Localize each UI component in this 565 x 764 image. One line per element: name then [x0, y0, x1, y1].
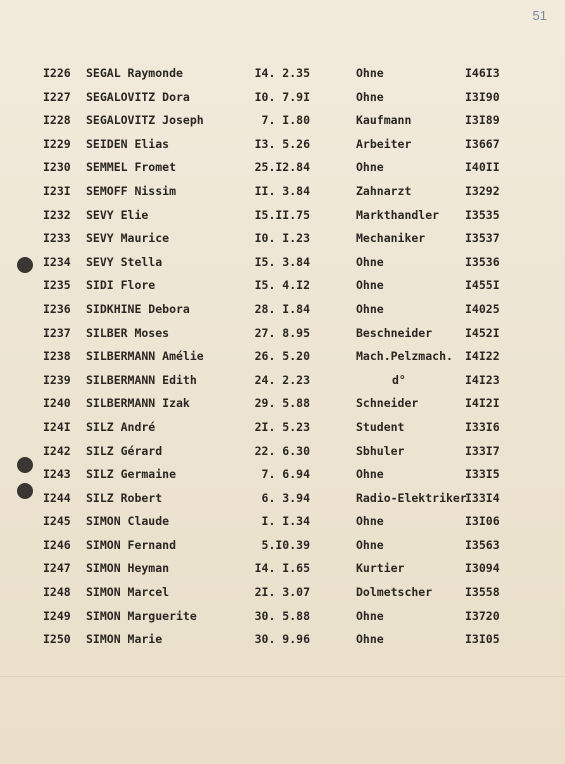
record-name: SEGAL Raymonde [86, 66, 183, 80]
record-occupation: Ohne [356, 254, 384, 269]
record-number: I242 [43, 443, 71, 458]
record-id: I3292 [465, 183, 500, 198]
record-number: I250 [43, 632, 71, 647]
list-item [0, 510, 565, 534]
record-id: I3667 [465, 136, 500, 151]
record-date: 28. I.84 [254, 301, 310, 316]
record-number: I247 [43, 561, 71, 576]
record-date: 30. 5.88 [254, 608, 310, 623]
record-occupation: Dolmetscher [356, 585, 433, 600]
record-date: I4. I.65 [254, 561, 310, 576]
page-number: 51 [532, 8, 547, 23]
list-item [0, 440, 565, 464]
record-number: I245 [43, 514, 71, 529]
record-name: SILZ Robert [86, 490, 163, 505]
list-item [0, 204, 565, 228]
list-item [0, 416, 565, 440]
record-occupation: Ohne [356, 301, 384, 316]
record-id: I33I7 [465, 443, 500, 458]
record-number: I228 [43, 113, 71, 128]
list-item [0, 156, 565, 180]
list-item [0, 322, 565, 346]
record-date: 27. 8.95 [254, 325, 310, 340]
record-name: SILBER Moses [86, 325, 170, 340]
record-id: I33I5 [465, 467, 500, 482]
record-list [0, 62, 565, 652]
record-name: SILZ Gérard [86, 443, 163, 458]
list-item [0, 463, 565, 487]
record-occupation: Kurtier [356, 561, 405, 576]
record-id: I4I23 [465, 372, 500, 387]
record-number: I243 [43, 467, 71, 482]
record-id: I4025 [465, 301, 500, 316]
record-number: I233 [43, 231, 71, 246]
record-number: I240 [43, 396, 71, 411]
record-date: 29. 5.88 [254, 396, 310, 411]
record-occupation: Zahnarzt [356, 183, 412, 198]
record-date: 7. 6.94 [261, 467, 310, 482]
record-id: I452I [465, 325, 500, 340]
record-occupation: Mach.Pelzmach. [356, 349, 453, 364]
record-id: I33I4 [465, 490, 500, 505]
record-name: SILZ Germaine [86, 467, 177, 482]
record-occupation: Radio-Elektriker [356, 490, 467, 505]
record-name: SILBERMANN Amélie [86, 349, 204, 364]
record-name: SIDI Flore [86, 278, 156, 293]
record-date: 30. 9.96 [254, 632, 310, 647]
record-number: I235 [43, 278, 71, 293]
record-occupation: Arbeiter [356, 136, 412, 151]
list-item [0, 180, 565, 204]
list-item [0, 109, 565, 133]
record-name: SILBERMANN Edith [86, 372, 197, 387]
record-name: SIMON Marguerite [86, 608, 197, 623]
record-date: I5. 4.I2 [254, 278, 310, 293]
record-occupation: Ohne [356, 514, 384, 529]
record-occupation: Ohne [356, 537, 384, 552]
record-id: I3720 [465, 608, 500, 623]
record-occupation: Sbhuler [356, 443, 405, 458]
record-name: SIMON Claude [86, 514, 170, 529]
record-number: I227 [43, 89, 71, 104]
record-id: I33I6 [465, 419, 500, 434]
record-number: I23I [43, 183, 71, 198]
record-name: SIMON Heyman [86, 561, 170, 576]
record-name: SEGALOVITZ Joseph [86, 113, 204, 128]
record-date: 2I. 5.23 [254, 419, 310, 434]
list-item [0, 628, 565, 652]
record-id: I455I [465, 278, 500, 293]
record-date: I5. 3.84 [254, 254, 310, 269]
record-id: I3535 [465, 207, 500, 222]
record-number: I244 [43, 490, 71, 505]
record-occupation: Ohne [356, 467, 384, 482]
list-item [0, 534, 565, 558]
record-date: I5.II.75 [254, 207, 310, 222]
record-id: I3563 [465, 537, 500, 552]
record-number: I230 [43, 160, 71, 175]
record-name: SEVY Maurice [86, 231, 170, 246]
record-name: SEGALOVITZ Dora [86, 89, 190, 104]
record-occupation: d° [392, 372, 406, 387]
record-date: 7. I.80 [261, 113, 310, 128]
record-number: I236 [43, 301, 71, 316]
record-id: I3I89 [465, 113, 500, 128]
record-name: SILZ André [86, 419, 156, 434]
record-occupation: Markthandler [356, 207, 440, 222]
record-occupation: Beschneider [356, 325, 433, 340]
record-date: 25.I2.84 [254, 160, 310, 175]
record-occupation: Ohne [356, 608, 384, 623]
list-item [0, 487, 565, 511]
record-occupation: Schneider [356, 396, 419, 411]
record-name: SIMON Marcel [86, 585, 170, 600]
record-number: I24I [43, 419, 71, 434]
record-name: SEVY Stella [86, 254, 163, 269]
record-number: I237 [43, 325, 71, 340]
record-date: 26. 5.20 [254, 349, 310, 364]
record-date: II. 3.84 [254, 183, 310, 198]
record-name: SILBERMANN Izak [86, 396, 190, 411]
record-date: 24. 2.23 [254, 372, 310, 387]
record-name: SEVY Elie [86, 207, 149, 222]
list-item [0, 369, 565, 393]
record-number: I248 [43, 585, 71, 600]
record-number: I246 [43, 537, 71, 552]
list-item [0, 298, 565, 322]
list-item [0, 62, 565, 86]
list-item [0, 345, 565, 369]
list-item [0, 557, 565, 581]
record-occupation: Ohne [356, 160, 384, 175]
list-item [0, 251, 565, 275]
list-item [0, 86, 565, 110]
record-number: I239 [43, 372, 71, 387]
record-id: I3I05 [465, 632, 500, 647]
record-date: I. I.34 [261, 514, 310, 529]
list-item [0, 227, 565, 251]
record-date: 2I. 3.07 [254, 585, 310, 600]
record-date: 5.I0.39 [261, 537, 310, 552]
record-name: SIMON Marie [86, 632, 163, 647]
list-item [0, 392, 565, 416]
record-occupation: Student [356, 419, 405, 434]
record-id: I4I2I [465, 396, 500, 411]
record-occupation: Mechaniker [356, 231, 426, 246]
record-date: I0. 7.9I [254, 89, 310, 104]
record-id: I46I3 [465, 66, 500, 80]
record-occupation: Kaufmann [356, 113, 412, 128]
record-number: I229 [43, 136, 71, 151]
record-date: I3. 5.26 [254, 136, 310, 151]
record-date: I4. 2.35 [254, 66, 310, 80]
record-number: I249 [43, 608, 71, 623]
list-item [0, 133, 565, 157]
record-id: I3536 [465, 254, 500, 269]
record-number: I226 [43, 66, 71, 80]
record-id: I3094 [465, 561, 500, 576]
record-id: I3558 [465, 585, 500, 600]
record-name: SEIDEN Elias [86, 136, 170, 151]
list-item [0, 274, 565, 298]
list-item [0, 581, 565, 605]
record-id: I3537 [465, 231, 500, 246]
record-number: I232 [43, 207, 71, 222]
record-occupation: Ohne [356, 278, 384, 293]
record-occupation: Ohne [356, 89, 384, 104]
record-name: SIMON Fernand [86, 537, 177, 552]
record-number: I234 [43, 254, 71, 269]
paper-fold [0, 676, 565, 677]
record-id: I3I90 [465, 89, 500, 104]
record-date: I0. I.23 [254, 231, 310, 246]
record-name: SEMOFF Nissim [86, 183, 177, 198]
record-name: SEMMEL Fromet [86, 160, 177, 175]
record-number: I238 [43, 349, 71, 364]
record-id: I3I06 [465, 514, 500, 529]
list-item [0, 605, 565, 629]
record-occupation: Ohne [356, 632, 384, 647]
record-occupation: Ohne [356, 66, 384, 80]
record-id: I4I22 [465, 349, 500, 364]
record-date: 22. 6.30 [254, 443, 310, 458]
record-date: 6. 3.94 [261, 490, 310, 505]
record-id: I40II [465, 160, 500, 175]
record-name: SIDKHINE Debora [86, 301, 190, 316]
